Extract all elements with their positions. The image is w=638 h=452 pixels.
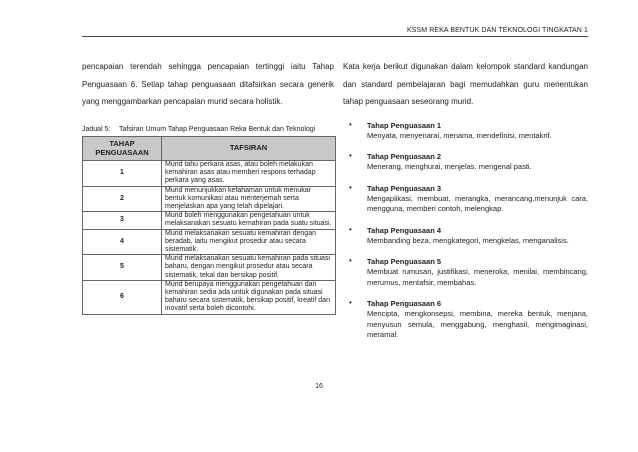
table-row bbox=[83, 186, 336, 212]
table-header-row bbox=[83, 137, 336, 161]
caption-number: Jadual 5: bbox=[82, 125, 111, 133]
level-verbs: Membuat rumusan, justifikasi, meneroka, menilai, membincang, merumus, mentafsir, membahas. bbox=[367, 267, 588, 287]
level-list bbox=[343, 121, 588, 341]
list-item bbox=[343, 257, 588, 288]
level-cell: 1 bbox=[83, 161, 162, 187]
level-cell: 5 bbox=[83, 255, 162, 281]
level-verbs: Membanding beza, mengkategori, mengkelas, menganalisis. bbox=[367, 235, 569, 245]
table-row bbox=[83, 161, 336, 187]
interpretation-cell: Murid tahu perkara asas, atau boleh melakukan kemahiran asas atau memberi respons terhadap perkara yang asas. bbox=[162, 161, 336, 187]
level-verbs: Menerang, menghurai, menjelas. mengenal pasti. bbox=[367, 162, 532, 171]
level-title: Tahap Penguasaan 5 bbox=[367, 257, 442, 266]
interpretation-cell: Murid menunjukkan kefahaman untuk menukar bentuk komunikasi atau menterjemah serta menjelaskan apa yang telah dipelajari. bbox=[162, 186, 336, 212]
level-title: Tahap Penguasaan 1 bbox=[367, 120, 442, 130]
table-row bbox=[83, 255, 336, 281]
level-title: Tahap Penguasaan 4 bbox=[367, 225, 442, 235]
bullet-icon: • bbox=[349, 256, 352, 265]
bullet-icon: • bbox=[349, 224, 352, 234]
interpretation-cell: Murid melaksanakan sesuatu kemahiran pada situasi baharu, dengan mengikut prosedur atau secara sistematik, tekal dan bersikap positif. bbox=[162, 255, 336, 281]
level-verbs: Mengaplikasi, membuat, merangka, merancang,menunjuk cara, mengguna, memberi contoh, melengkap. bbox=[367, 193, 588, 213]
level-cell: 2 bbox=[83, 186, 162, 212]
header-level: TAHAP PENGUASAAN bbox=[83, 137, 162, 161]
list-item bbox=[343, 299, 588, 341]
level-title: Tahap Penguasaan 6 bbox=[367, 299, 442, 308]
interpretation-cell: Murid boleh menggunakan pengetahuan untuk melaksanakan sesuatu kemahiran pada suatu situasi. bbox=[162, 212, 336, 229]
level-cell: 6 bbox=[83, 280, 162, 314]
verbs-paragraph: Kata kerja berikut digunakan dalam kelompok standard kandungan dan standard pembelajaran bagi memudahkan guru menentukan tahap penguasaan seseorang murid. bbox=[343, 62, 588, 106]
level-cell: 3 bbox=[83, 212, 162, 229]
table-row bbox=[83, 212, 336, 229]
caption-text: Tafsiran Umum Tahap Penguasaan Reka Bentuk dan Teknologi bbox=[119, 125, 316, 133]
level-title: Tahap Penguasaan 3 bbox=[367, 183, 442, 193]
list-item bbox=[343, 184, 588, 215]
bullet-icon: • bbox=[349, 298, 352, 307]
right-column bbox=[343, 58, 588, 352]
table-caption bbox=[82, 125, 334, 135]
header-rule bbox=[82, 36, 588, 37]
header-interpretation: TAFSIRAN bbox=[162, 137, 336, 161]
bullet-icon: • bbox=[349, 151, 352, 160]
bullet-icon: • bbox=[349, 182, 352, 192]
level-verbs: Mencipta, mengkonsepsi, membina, mereka bentuk, menjana, menyusun semula, menggabung, menghasil, mengimaginasi, meramal. bbox=[367, 309, 588, 339]
list-item bbox=[343, 226, 588, 247]
intro-paragraph: pencapaian terendah sehingga pencapaian tertinggi iaitu Tahap Penguasaan 6. Setiap tahap penguasaan ditafsirkan secara generik yang menggambarkan pencapaian murid secara holistik. bbox=[82, 62, 334, 106]
levels-table bbox=[82, 136, 336, 315]
list-item bbox=[343, 152, 588, 173]
page-number: 16 bbox=[315, 383, 323, 390]
table-row bbox=[83, 280, 336, 314]
level-cell: 4 bbox=[83, 229, 162, 255]
interpretation-cell: Murid melaksanakan sesuatu kemahiran dengan beradab, iaitu mengikut prosedur atau secara sistematik. bbox=[162, 229, 336, 255]
list-item bbox=[343, 121, 588, 142]
left-column bbox=[82, 58, 334, 315]
running-header: KSSM REKA BENTUK DAN TEKNOLOGI TINGKATAN 1 bbox=[406, 27, 588, 34]
interpretation-cell: Murid berupaya menggunakan pengetahuan dan kemahiran sedia ada untuk digunakan pada situasi baharu secara sistematik, bersikap positif, kreatif dan inovatif serta boleh dicontohi. bbox=[162, 280, 336, 314]
bullet-icon: • bbox=[349, 119, 352, 129]
table-row bbox=[83, 229, 336, 255]
level-verbs: Menyata, menyenarai, menama, mendefinisi, mentakrif. bbox=[367, 130, 552, 140]
level-title: Tahap Penguasaan 2 bbox=[367, 152, 442, 161]
